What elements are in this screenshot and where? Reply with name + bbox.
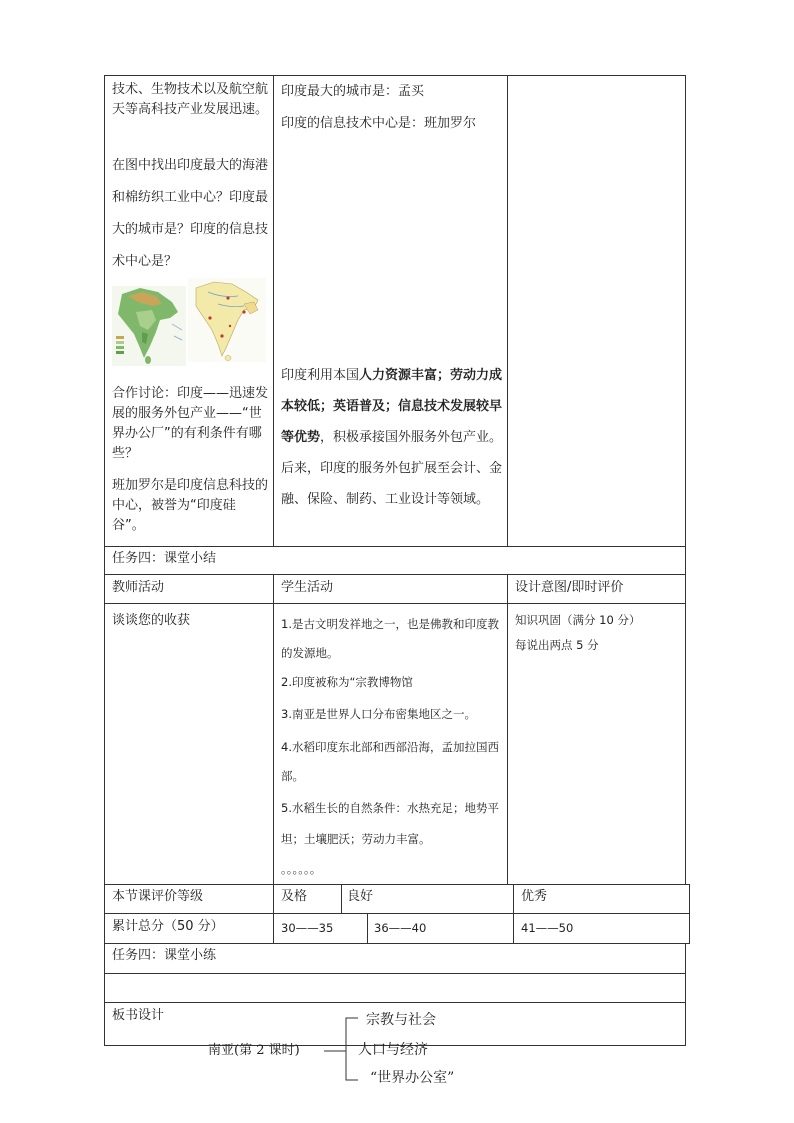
header-student-activity: 学生活动 [281, 580, 334, 595]
answer-advantages: 人力资源丰富；劳动力成本较低；英语普及；信息技术发展较早等优势 [281, 368, 503, 445]
table-right-border-upper [685, 75, 686, 885]
board-center-title: 南亚(第 2 课时) [208, 1043, 300, 1058]
col-divider-1-mid [273, 574, 274, 885]
eval-divider-excellent [513, 884, 514, 944]
eval-divider-good-bottom [367, 913, 368, 943]
student-largest-city: 印度最大的城市是：孟买 [281, 84, 425, 99]
answer-prefix: 印度利用本国 [281, 368, 360, 383]
evaluation-excellent-range: 41——50 [521, 921, 574, 935]
evaluation-pass: 及格 [281, 889, 308, 904]
teacher-intro-text: 技术、生物技术以及航空航天等高科技产业发展迅速。 [112, 82, 269, 117]
row-line-task4-top [104, 546, 686, 547]
evaluation-excellent: 优秀 [521, 889, 548, 904]
task4-summary-title: 任务四：课堂小结 [112, 551, 217, 566]
teacher-question-text: 在图中找出印度最大的海港和棉纺织工业中心？印度最大的城市是？印度的信息技术中心是？ [112, 158, 269, 269]
row-line-empty-bottom [104, 1002, 686, 1003]
table-right-border-lower [685, 943, 686, 1046]
summary-ellipsis: 。。。。。。 [281, 862, 322, 876]
design-scoring-rule: 每说出两点 5 分 [515, 638, 599, 652]
eval-top-border [104, 884, 690, 885]
summary-point-2: 2.印度被称为“宗教博物馆 [281, 675, 413, 689]
board-bracket [320, 1014, 360, 1084]
india-city-map [188, 278, 266, 362]
board-branch-population: 人口与经济 [358, 1042, 428, 1058]
summary-point-4: 4.水稻印度东北部和西部沿海，孟加拉国西部。 [281, 740, 499, 783]
table-left-border [104, 75, 105, 1046]
header-teacher-activity: 教师活动 [112, 580, 165, 595]
header-design-intent: 设计意图/即时评价 [515, 580, 624, 595]
row-line-headers-top [104, 574, 686, 575]
board-branch-office: “世界办公室” [370, 1070, 455, 1086]
evaluation-total-label: 累计总分（50 分） [112, 919, 224, 934]
evaluation-label: 本节课评价等级 [112, 889, 204, 904]
board-branch-religion: 宗教与社会 [366, 1012, 436, 1028]
row-line-practice-bottom [104, 973, 686, 974]
eval-divider-1 [273, 884, 274, 944]
south-asia-physical-map [112, 286, 186, 366]
col-divider-2-mid [507, 574, 508, 885]
col-divider-1-upper [273, 75, 274, 546]
summary-teacher-prompt: 谈谈您的收获 [112, 613, 191, 628]
answer-rest: ，积极承接国外服务外包产业。后来，印度的服务外包扩展至会计、金融、保险、制药、工业设计等领域。 [281, 430, 503, 507]
evaluation-good: 良好 [347, 889, 374, 904]
eval-bottom-border [104, 943, 690, 944]
eval-right-border [689, 884, 690, 944]
evaluation-good-range: 36——40 [374, 921, 427, 935]
teacher-discussion-text: 合作讨论：印度——迅速发展的服务外包产业——“世界办公厂”的有利条件有哪些？ [112, 386, 269, 461]
col-divider-2-upper [507, 75, 508, 546]
summary-point-1: 1.是古文明发祥地之一，也是佛教和印度教的发源地。 [281, 617, 499, 660]
summary-point-5: 5.水稻生长的自然条件：水热充足；地势平坦；土壤肥沃；劳动力丰富。 [281, 801, 499, 846]
task4-practice-title: 任务四：课堂小练 [112, 948, 217, 963]
student-it-center: 印度的信息技术中心是：班加罗尔 [281, 116, 477, 131]
evaluation-pass-range: 30——35 [281, 921, 334, 935]
summary-point-3: 3.南亚是世界人口分布密集地区之一。 [281, 707, 476, 721]
table-top-border [104, 75, 686, 76]
teacher-note-text: 班加罗尔是印度信息科技的中心，被誉为“印度硅谷”。 [112, 478, 269, 533]
eval-divider-good-top [341, 884, 342, 914]
student-outsourcing-answer [281, 360, 503, 515]
eval-mid-border [104, 913, 690, 914]
row-line-headers-bottom [104, 603, 686, 604]
design-knowledge-consolidation: 知识巩固（满分 10 分） [515, 613, 641, 627]
board-design-label: 板书设计 [112, 1008, 165, 1023]
